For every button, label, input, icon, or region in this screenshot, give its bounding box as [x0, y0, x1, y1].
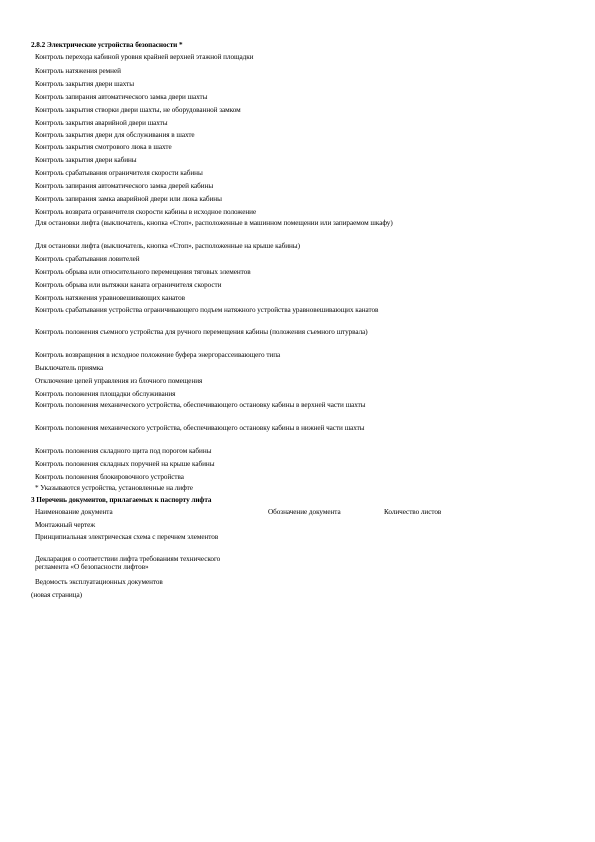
device-item: Контроль срабатывания ловителей [35, 255, 140, 263]
table-row: Монтажный чертеж [35, 521, 96, 529]
device-item: Контроль возвращения в исходное положение буфера энергорассеивающего типа [35, 351, 281, 359]
device-item: Контроль закрытия смотрового люка в шахте [35, 143, 172, 151]
device-item: Контроль натяжения уравновешивающих канатов [35, 294, 185, 302]
device-item: Контроль запирания автоматического замка дверей кабины [35, 182, 214, 190]
device-item: Контроль срабатывания устройства ограничивающего подъем натяжного устройства уравновешивающих канатов [35, 306, 379, 314]
device-item: Контроль запирания автоматического замка двери шахты [35, 93, 208, 101]
table-header-name: Наименование документа [35, 508, 113, 516]
device-item: Контроль закрытия створки двери шахты, не оборудованной замком [35, 106, 241, 114]
table-header-sheets: Количество листов [384, 508, 442, 516]
device-item: Контроль закрытия аварийной двери шахты [35, 119, 168, 127]
device-item: Контроль положения площадки обслуживания [35, 390, 176, 398]
device-item: Контроль положения складного щита под порогом кабины [35, 447, 212, 455]
table-row: Декларация о соответствии лифта требованиям технического регламента «О безопасности лифтов» [35, 555, 221, 572]
device-item: Контроль закрытия двери для обслуживания в шахте [35, 131, 195, 139]
section-title: 2.8.2 Электрические устройства безопасности * [31, 41, 183, 49]
device-item: Контроль натяжения ремней [35, 67, 121, 75]
device-item: Контроль положения съемного устройства для ручного перемещения кабины (положения съемного штурвала) [35, 328, 368, 336]
device-item: Для остановки лифта (выключатель, кнопка «Стоп», расположенные в машинном помещении или запираемом шкафу) [35, 219, 393, 227]
table-row: Ведомость эксплуатационных документов [35, 578, 163, 586]
footnote: * Указываются устройства, установленные на лифте [35, 484, 193, 492]
device-item: Контроль перехода кабиной уровня крайней верхней этажной площадки [35, 53, 254, 61]
device-item: Выключатель приямка [35, 364, 104, 372]
table-row: Принципиальная электрическая схема с перечнем элементов [35, 533, 219, 541]
device-item: Отключение цепей управления из блочного помещения [35, 377, 203, 385]
device-item: Контроль положения механического устройства, обеспечивающего остановку кабины в нижней части шахты [35, 424, 365, 432]
section3-title: 3 Перечень документов, прилагаемых к паспорту лифта [31, 496, 212, 504]
device-item: Контроль обрыва или относительного перемещения тяговых элементов [35, 268, 251, 276]
device-item: Контроль закрытия двери шахты [35, 80, 134, 88]
device-item: Контроль обрыва или вытяжки каната ограничителя скорости [35, 281, 222, 289]
device-item: Контроль положения механического устройства, обеспечивающего остановку кабины в верхней части шахты [35, 401, 366, 409]
device-item: Контроль возврата ограничителя скорости кабины в исходное положение [35, 208, 257, 216]
device-item: Контроль закрытия двери кабины [35, 156, 137, 164]
device-item: Для остановки лифта (выключатель, кнопка «Стоп», расположенные на крыше кабины) [35, 242, 300, 250]
device-item: Контроль срабатывания ограничителя скорости кабины [35, 169, 203, 177]
device-item: Контроль запирания замка аварийной двери или люка кабины [35, 195, 222, 203]
table-header-designation: Обозначение документа [268, 508, 341, 516]
device-item: Контроль положения складных поручней на крыше кабины [35, 460, 215, 468]
device-item: Контроль положения блокировочного устройства [35, 473, 184, 481]
new-page-note: (новая страница) [31, 591, 82, 599]
